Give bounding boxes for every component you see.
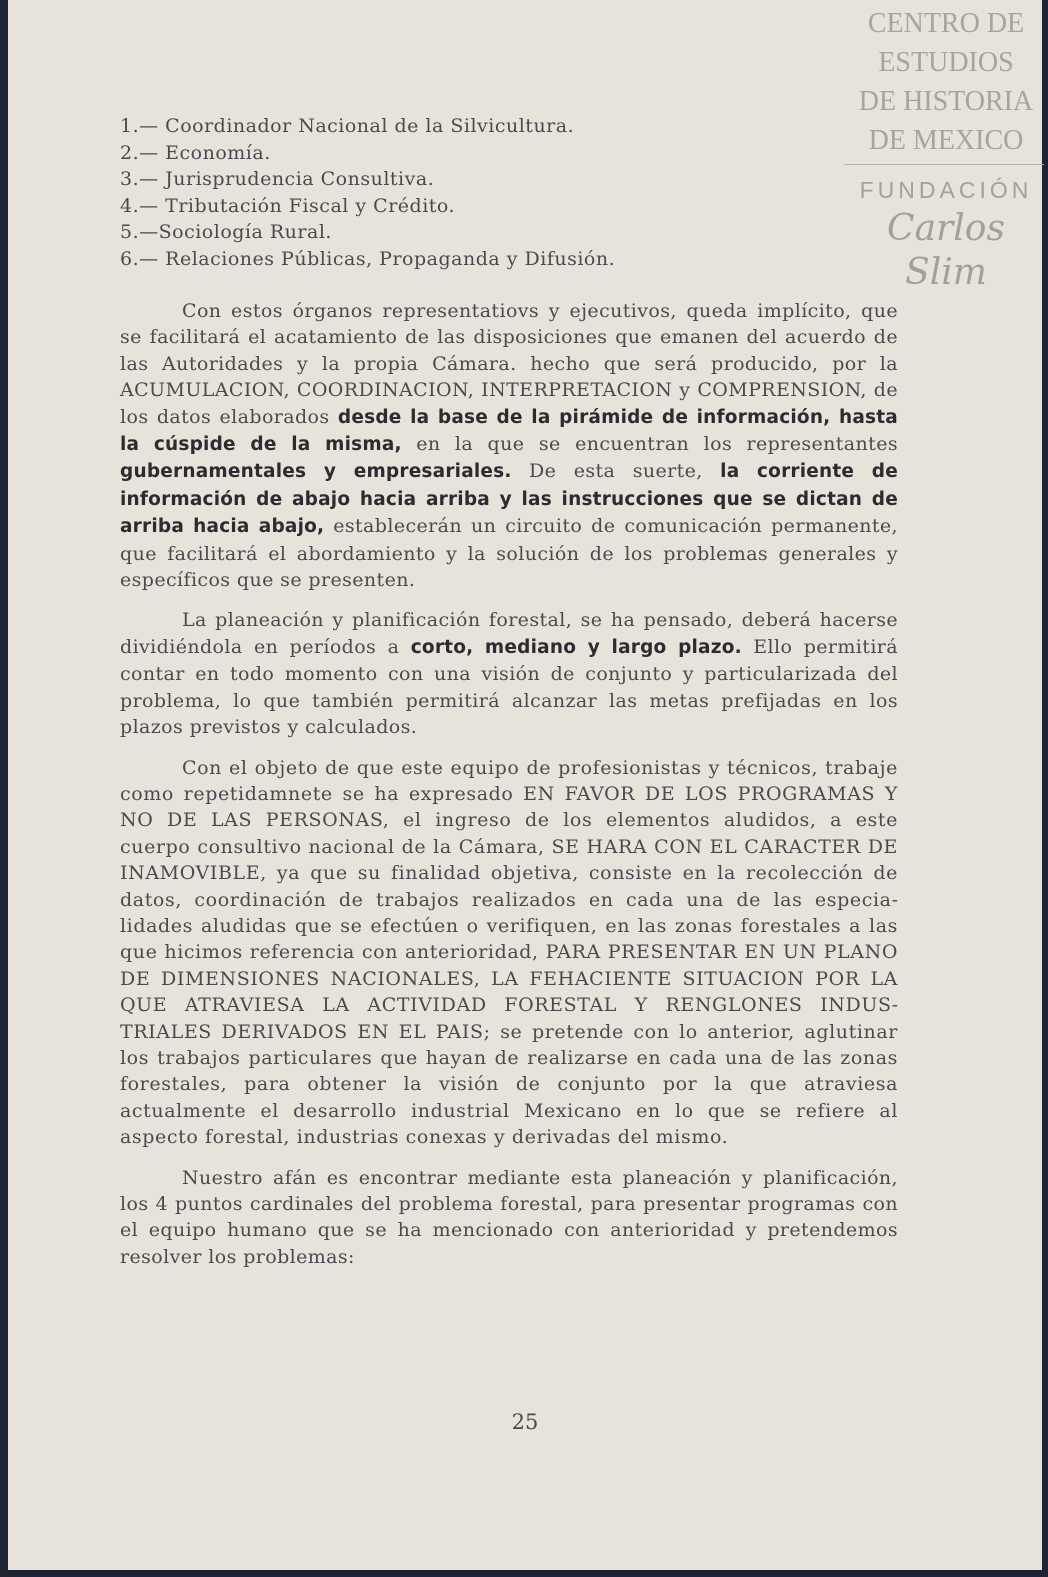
- text-run: De esta suerte,: [511, 460, 721, 483]
- watermark-line: CENTRO DE: [867, 8, 1025, 39]
- page-body: [120, 113, 898, 1270]
- list-item: 6.— Relaciones Públicas, Propaganda y Difusión.: [120, 247, 616, 270]
- text-run: Con estos órganos representatiovs y ejecutivos, queda implícito, que se facilitará el acatamiento de las disposiciones que emanen del acuerdo de las Autoridades y la propia Cámara. hecho que será producido, por la ACUMULACION, COORDINACION, INTERPRETACION y COMPRENSION, de los datos elaborados: [120, 300, 898, 428]
- bold-run: desde la base de la pirámide de información, hasta la cúspide de la misma,: [120, 406, 898, 456]
- list-item: 1.— Coordinador Nacional de la Silvicultura.: [120, 115, 575, 137]
- committee-list: [120, 113, 898, 272]
- text-run: en la que se encuentran los representantes: [401, 433, 899, 456]
- watermark-line: ESTUDIOS: [878, 47, 1014, 78]
- text-run: establecerán un circuito de comunicación permanente, que facilitará el abordamiento y la solución de los problemas generales y específicos que se presenten.: [120, 515, 898, 592]
- text-run: Con el objeto de que este equipo de profesionistas y técnicos, trabaje como repetidamnete se ha expresado EN FAVOR DE LOS PROGRAMAS Y NO DE LAS PERSONAS, el ingreso de los elementos aludidos, a este cuerpo consultivo nacional de la Cámara, SE HARA CON EL CARACTER DE INAMOVIBLE, ya que su finalidad objetiva, consiste en la recolección de datos, coordinación de trabajos realizados en cada una de las especialidades aludidas que se efectúen o verifiquen, en las zonas forestales a las que hicimos referencia con anterioridad, PARA PRESENTAR EN UN PLANO DE DIMENSIONES NACIONALES, LA FEHACIENTE SITUACION POR LA QUE ATRAVIESA LA ACTIVIDAD FORESTAL Y RENGLONES INDUSTRIALES DERIVADOS EN EL PAIS; se pretende con lo anterior, aglutinar los trabajos particulares que hayan de realizarse en cada una de las zonas forestales, para obtener la visión de conjunto por la que atraviesa actualmente el desarrollo industrial Mexicano en lo que se refiere al aspecto forestal, industrias conexas y derivadas del mismo.: [120, 756, 898, 1149]
- watermark-line: DE MEXICO: [868, 125, 1024, 156]
- bold-run: la corriente de información de abajo hacia arriba y las instrucciones que se dictan de arriba hacia abajo,: [120, 461, 898, 538]
- list-item: 4.— Tributación Fiscal y Crédito.: [120, 194, 456, 217]
- bold-run: corto, mediano y largo plazo.: [410, 636, 742, 658]
- watermark-signature: Carlos Slim: [887, 208, 1005, 293]
- text-run: La planeación y planificación forestal, se ha pensado, deberá hacerse dividiéndola en períodos a: [120, 609, 898, 658]
- paragraph-organs: [120, 298, 898, 593]
- text-run: Nuestro afán es encontrar mediante esta planeación y planificación, los 4 puntos cardinales del problema forestal, para presentar programas con el equipo humano que se ha mencionado con anterioridad y pretendemos resolver los problemas:: [120, 1166, 898, 1268]
- paragraph-team: [120, 755, 898, 1151]
- paragraph-planning: [120, 607, 898, 740]
- document-page: [8, 0, 1042, 1570]
- watermark-foundation: FUNDACIÓN: [859, 177, 1033, 203]
- list-item: 5.—Sociología Rural.: [120, 221, 332, 243]
- paragraph-goals: [120, 1165, 898, 1271]
- watermark-line: DE HISTORIA: [858, 86, 1034, 117]
- page-number: 25: [511, 1410, 539, 1434]
- list-item: 3.— Jurisprudencia Consultiva.: [120, 168, 435, 190]
- text-run: Ello permitirá contar en todo momento con una visión de conjunto y particularizada del problema, lo que también permitirá alcanzar las metas prefijadas en los plazos previstos y calculados.: [120, 635, 899, 739]
- list-item: 2.— Economía.: [120, 141, 271, 164]
- bold-run: gubernamentales y empresariales.: [120, 461, 512, 483]
